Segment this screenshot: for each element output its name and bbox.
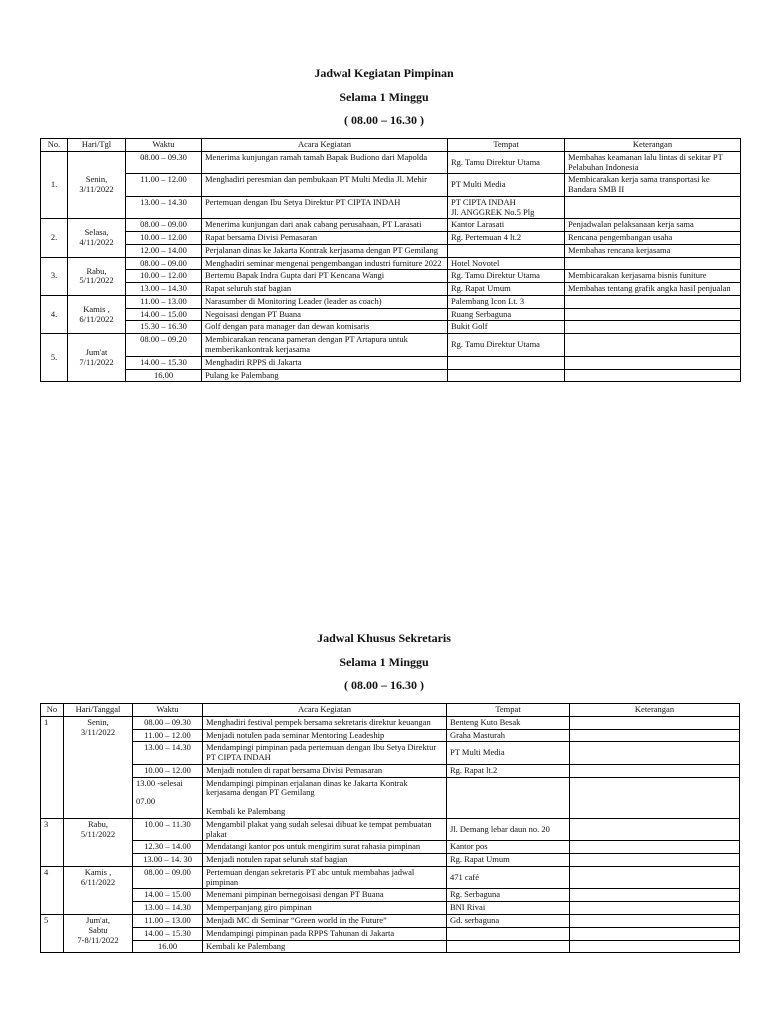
table-row — [41, 356, 741, 369]
row-time: 08.00 – 09.00 — [126, 219, 202, 232]
row-event: Negoisasi dengan PT Buana — [202, 308, 448, 321]
table-row — [41, 866, 740, 889]
row-note — [570, 902, 740, 915]
row-place — [448, 369, 565, 382]
row-event: Menghadiri peresmian dan pembukaan PT Multi Media Jl. Mehir — [202, 174, 448, 197]
row-note — [570, 940, 740, 953]
row-number: 4 — [41, 866, 64, 914]
row-event: Menjadi MC di Seminar “Green world in the Future” — [203, 915, 447, 928]
doc2-subtitle: Selama 1 Minggu — [339, 655, 429, 669]
row-time: 10.00 – 11.30 — [133, 818, 203, 841]
row-number: 1. — [41, 151, 68, 219]
row-event: Mendampingi pimpinan pada pertemuan dengan Ibu Setya Direktur PT CIPTA INDAH — [203, 742, 447, 765]
row-time: 08.00 – 09.20 — [126, 334, 202, 357]
row-place: PT Multi Media — [448, 174, 565, 197]
row-note — [570, 729, 740, 742]
row-day-date: Rabu, 5/11/2022 — [68, 257, 126, 295]
table-row — [41, 232, 741, 245]
doc1-title: Jadwal Kegiatan Pimpinan — [314, 66, 454, 80]
row-day-date: Selasa, 4/11/2022 — [68, 219, 126, 257]
table-row — [41, 257, 741, 270]
row-event — [203, 777, 447, 818]
row-event: Pertemuan dengan sekretaris PT abc untuk membahas jadwal pimpinan — [203, 866, 447, 889]
row-place: Kantor Larasati — [448, 219, 565, 232]
table-row — [41, 321, 741, 334]
row-time: 14.00 – 15.30 — [126, 356, 202, 369]
column-header: Waktu — [126, 139, 202, 152]
row-event: Menerima kunjungan ramah tamah Bapak Budiono dari Mapolda — [202, 151, 448, 174]
row-event: Menerima kunjungan dari anak cabang perusahaan, PT Larasati — [202, 219, 448, 232]
table-row — [41, 270, 741, 283]
row-day-date: Jum'at 7/11/2022 — [68, 334, 126, 382]
row-event: Narasumber di Monitoring Leader (leader as coach) — [202, 295, 448, 308]
row-note — [565, 356, 741, 369]
row-place: 471 café — [447, 866, 570, 889]
table-row — [41, 841, 740, 854]
row-event: Memperpanjang giro pimpinan — [203, 902, 447, 915]
row-place — [447, 777, 570, 818]
row-day-date: Kamis , 6/11/2022 — [68, 295, 126, 333]
row-number: 5 — [41, 915, 64, 953]
doc1-subtitle: Selama 1 Minggu — [339, 90, 429, 104]
column-header: Acara Kegiatan — [202, 139, 448, 152]
row-event: Mendampingi pimpinan pada RPPS Tahunan di Jakarta — [203, 927, 447, 940]
row-place — [448, 244, 565, 257]
row-day-date: Senin, 3/11/2022 — [64, 716, 133, 818]
row-event: Golf dengan para manager dan dewan komisaris — [202, 321, 448, 334]
table-row — [41, 927, 740, 940]
row-note — [570, 854, 740, 867]
row-note: Rencana pengembangan usaha — [565, 232, 741, 245]
row-time — [133, 777, 203, 818]
row-place: Rg. Tamu Direktur Utama — [448, 151, 565, 174]
row-time: 13.00 – 14. 30 — [133, 854, 203, 867]
row-note — [570, 777, 740, 818]
row-time: 08.00 – 09.00 — [126, 257, 202, 270]
table-row — [41, 818, 740, 841]
table-row — [41, 854, 740, 867]
row-event: Pertemuan dengan Ibu Setya Direktur PT CIPTA INDAH — [202, 196, 448, 219]
event-text: Kembali ke Palembang — [206, 806, 286, 817]
column-header: Keterangan — [565, 139, 741, 152]
row-place: Graha Masturah — [447, 729, 570, 742]
row-time: 15.30 – 16.30 — [126, 321, 202, 334]
row-note — [570, 716, 740, 729]
row-time: 11.00 – 12.00 — [126, 174, 202, 197]
row-place: Rg. Tamu Direktur Utama — [448, 334, 565, 357]
row-note — [570, 915, 740, 928]
row-note — [570, 889, 740, 902]
column-header: No. — [41, 139, 68, 152]
row-event: Menemani pimpinan bernegoisasi dengan PT Buana — [203, 889, 447, 902]
row-note — [565, 295, 741, 308]
row-note — [565, 321, 741, 334]
table-row — [41, 151, 741, 174]
row-note — [570, 818, 740, 841]
row-time: 16.00 — [133, 940, 203, 953]
time-text: 07.00 — [136, 796, 156, 807]
table-row — [41, 742, 740, 765]
table-header-row — [41, 704, 740, 717]
row-place: Rg. Rapat Umum — [448, 283, 565, 296]
row-event: Menjadi notulen di rapat bersama Divisi Pemasaran — [203, 764, 447, 777]
table-row — [41, 219, 741, 232]
row-time: 10.00 – 12.00 — [133, 764, 203, 777]
row-number: 3 — [41, 818, 64, 866]
row-time: 13.00 – 14.30 — [126, 283, 202, 296]
column-header: Tempat — [448, 139, 565, 152]
row-time: 14.00 – 15.30 — [133, 927, 203, 940]
table-row — [41, 174, 741, 197]
table-row — [41, 729, 740, 742]
row-place: Gd. serbaguna — [447, 915, 570, 928]
row-event: Menghadiri festival pempek bersama sekretaris direktur keuangan — [203, 716, 447, 729]
schedule-table-pimpinan — [40, 138, 741, 382]
table-row — [41, 940, 740, 953]
row-number: 4. — [41, 295, 68, 333]
row-event: Menjadi notulen rapat seluruh staf bagian — [203, 854, 447, 867]
row-note: Membahas tentang grafik angka hasil penjualan — [565, 283, 741, 296]
table-row — [41, 308, 741, 321]
row-event: Rapat seluruh staf bagian — [202, 283, 448, 296]
row-place: Palembang Icon Lt. 3 — [448, 295, 565, 308]
row-note — [565, 334, 741, 357]
row-place: Rg. Serbaguna — [447, 889, 570, 902]
row-time: 08.00 – 09.00 — [133, 866, 203, 889]
row-place: Kantor pos — [447, 841, 570, 854]
row-place — [448, 356, 565, 369]
column-header: No — [41, 704, 64, 717]
row-place: Rg. Rapat Umum — [447, 854, 570, 867]
event-text: Mendampingi pimpinan erjalanan dinas ke Jakarta Kontrak kerjasama dengan PT Gemilang — [206, 777, 408, 798]
row-time: 12.00 – 14.00 — [126, 244, 202, 257]
table-row — [41, 369, 741, 382]
column-header: Hari/Tanggal — [64, 704, 133, 717]
row-place: Jl. Demang lebar daun no. 20 — [447, 818, 570, 841]
row-event: Perjalanan dinas ke Jakarta Kontrak kerjasama dengan PT Gemilang — [202, 244, 448, 257]
row-day-date: Rabu, 5/11/2022 — [64, 818, 133, 866]
row-time: 16.00 — [126, 369, 202, 382]
row-event: Rapat bersama Divisi Pemasaran — [202, 232, 448, 245]
row-time: 10.00 – 12.00 — [126, 270, 202, 283]
row-number: 5. — [41, 334, 68, 382]
column-header: Waktu — [133, 704, 203, 717]
row-time: 13.00 – 14.30 — [133, 742, 203, 765]
table-row — [41, 915, 740, 928]
row-place: Rg. Pertemuan 4 lt.2 — [448, 232, 565, 245]
table-row — [41, 295, 741, 308]
table-row — [41, 196, 741, 219]
table-row — [41, 334, 741, 357]
row-number: 3. — [41, 257, 68, 295]
table-row — [41, 764, 740, 777]
row-note — [570, 742, 740, 765]
row-number: 1 — [41, 716, 64, 818]
table-row — [41, 244, 741, 257]
row-event: Menjadi notulen pada seminar Mentoring Leadeship — [203, 729, 447, 742]
row-time: 08.00 – 09.30 — [133, 716, 203, 729]
row-time: 12.30 – 14.00 — [133, 841, 203, 854]
row-place: Rg. Rapat lt.2 — [447, 764, 570, 777]
row-event: Mengambil plakat yang sudah selesai dibuat ke tempat pembuatan plakat — [203, 818, 447, 841]
row-place: BNI Rivai — [447, 902, 570, 915]
schedule-table-sekretaris — [40, 703, 740, 953]
row-time: 11.00 – 12.00 — [133, 729, 203, 742]
row-event: Pulang ke Palembang — [202, 369, 448, 382]
row-note — [565, 369, 741, 382]
row-place: Rg. Tamu Direktur Utama — [448, 270, 565, 283]
table-row — [41, 716, 740, 729]
row-number: 2. — [41, 219, 68, 257]
table-row — [41, 902, 740, 915]
doc1-hours: ( 08.00 – 16.30 ) — [344, 113, 424, 127]
row-place: Hotel Novotel — [448, 257, 565, 270]
column-header: Acara Kegiatan — [203, 704, 447, 717]
row-note: Penjadwalan pelaksanaan kerja sama — [565, 219, 741, 232]
row-note: Membahas rencana kerjasama — [565, 244, 741, 257]
row-place — [447, 940, 570, 953]
row-event: Menghadiri RPPS di Jakarta — [202, 356, 448, 369]
table-row — [41, 889, 740, 902]
row-note: Membahas keamanan lalu lintas di sekitar PT Pelabuhan Indonesia — [565, 151, 741, 174]
row-day-date: Senin, 3/11/2022 — [68, 151, 126, 219]
row-event: Bertemu Bapak Indra Gupta dari PT Kencana Wangi — [202, 270, 448, 283]
row-event: Mendatangi kantor pos untuk mengirim surat rahasia pimpinan — [203, 841, 447, 854]
row-time: 13.00 – 14.30 — [133, 902, 203, 915]
row-time: 13.00 – 14.30 — [126, 196, 202, 219]
row-day-date: Kamis , 6/11/2022 — [64, 866, 133, 914]
row-day-date: Jum'at, Sabtu 7-8/11/2022 — [64, 915, 133, 953]
row-time: 11.00 – 13.00 — [133, 915, 203, 928]
row-note — [565, 196, 741, 219]
row-place: PT CIPTA INDAH Jl. ANGGREK No.5 Plg — [448, 196, 565, 219]
row-time: 14.00 – 15.00 — [126, 308, 202, 321]
row-place — [447, 927, 570, 940]
row-note: Membicarakan kerjasama bisnis funiture — [565, 270, 741, 283]
row-note: Membicarakan kerja sama transportasi ke Bandara SMB II — [565, 174, 741, 197]
row-time: 14.00 – 15.00 — [133, 889, 203, 902]
row-event: Kembali ke Palembang — [203, 940, 447, 953]
table-header-row — [41, 139, 741, 152]
row-place: PT Multi Media — [447, 742, 570, 765]
row-note — [570, 764, 740, 777]
row-note — [570, 927, 740, 940]
column-header: Keterangan — [570, 704, 740, 717]
row-note — [565, 257, 741, 270]
row-time: 11.00 – 13.00 — [126, 295, 202, 308]
row-place: Ruang Serbaguna — [448, 308, 565, 321]
row-place: Benteng Kuto Besak — [447, 716, 570, 729]
row-time: 08.00 – 09.30 — [126, 151, 202, 174]
row-place: Bukit Golf — [448, 321, 565, 334]
column-header: Tempat — [447, 704, 570, 717]
doc2-hours: ( 08.00 – 16.30 ) — [344, 678, 424, 692]
row-time: 10.00 – 12.00 — [126, 232, 202, 245]
doc2-title: Jadwal Khusus Sekretaris — [317, 631, 451, 645]
table-row — [41, 283, 741, 296]
row-note — [570, 841, 740, 854]
time-text: 13.00 -selesai — [136, 777, 183, 788]
row-note — [565, 308, 741, 321]
table-row — [41, 777, 740, 818]
column-header: Hari/Tgl — [68, 139, 126, 152]
row-event: Membicarakan rencana pameran dengan PT Artapura untuk memberikankontrak kerjasama — [202, 334, 448, 357]
row-note — [570, 866, 740, 889]
row-event: Menghadiri seminar mengenai pengembangan industri furniture 2022 — [202, 257, 448, 270]
